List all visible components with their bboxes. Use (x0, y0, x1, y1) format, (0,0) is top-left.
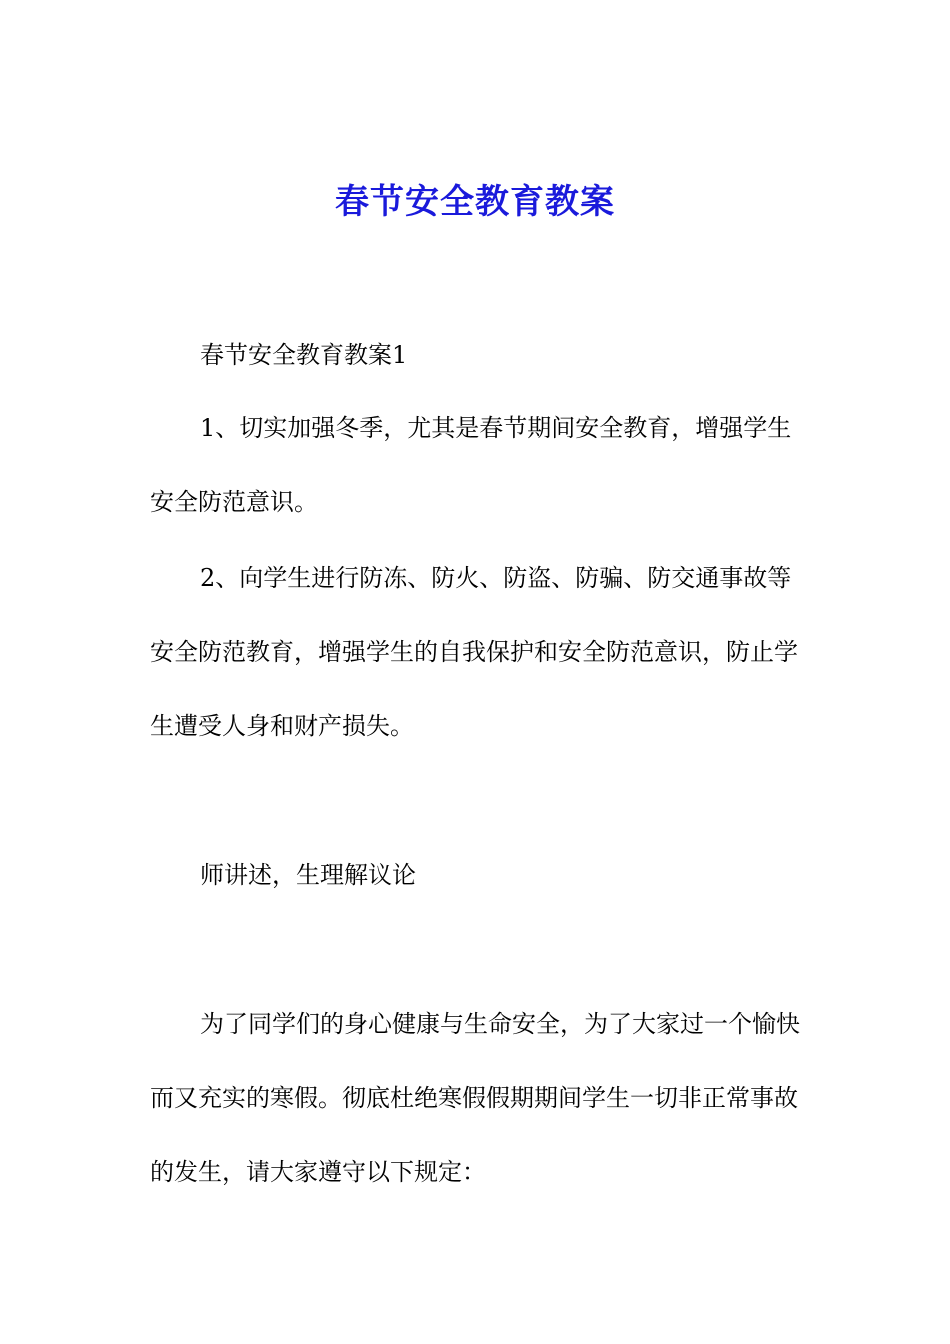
document-title: 春节安全教育教案 (335, 182, 615, 222)
paragraph-heading: 春节安全教育教案1 (200, 341, 408, 369)
paragraph-item-2: 2、向学生进行防冻、防火、防盗、防骗、防交通事故等安全防范教育，增强学生的自我保护和安全防范意识，防止学生遭受人身和财产损失。 (150, 564, 798, 740)
paragraph-item-1: 1、切实加强冬季，尤其是春节期间安全教育，增强学生安全防范意识。 (150, 414, 792, 516)
paragraph-method: 师讲述，生理解议论 (200, 861, 416, 889)
paragraph-intro: 为了同学们的身心健康与生命安全，为了大家过一个愉快而又充实的寒假。彻底杜绝寒假假期期间学生一切非正常事故的发生，请大家遵守以下规定： (150, 1010, 800, 1186)
